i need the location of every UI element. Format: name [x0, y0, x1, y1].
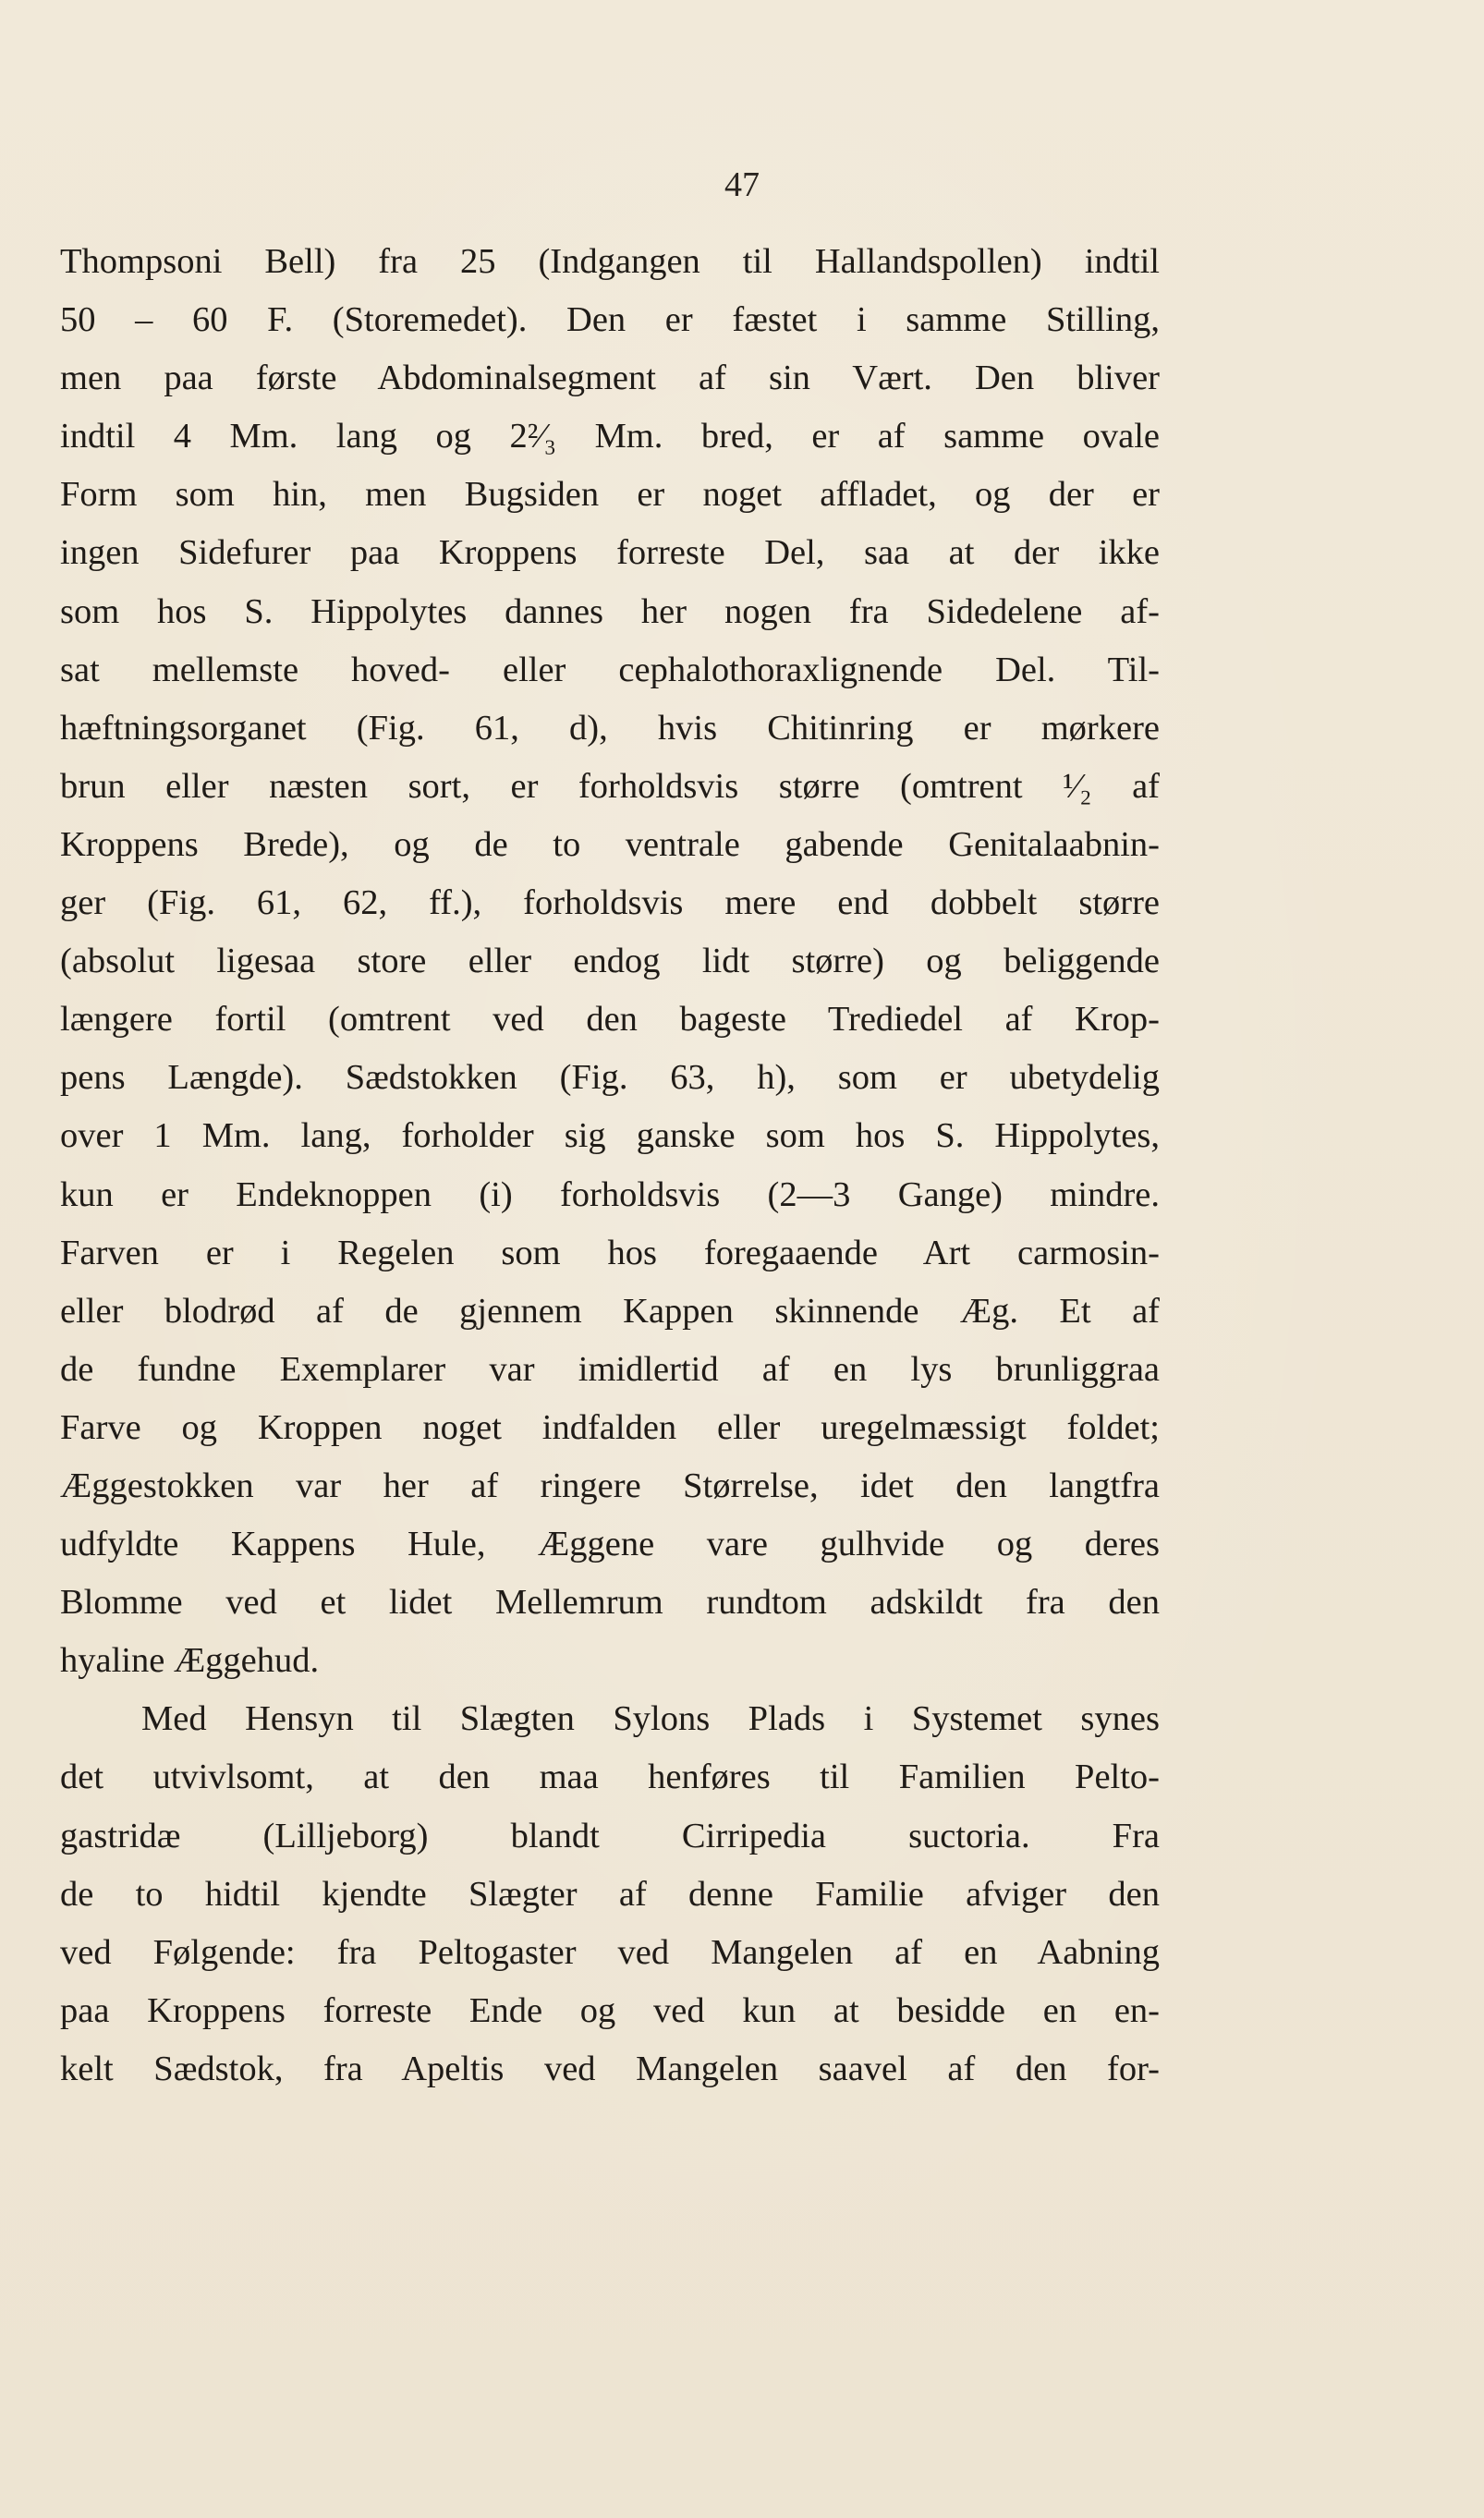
text-line: de to hidtil kjendte Slægter af denne Familie afviger den	[60, 1874, 1160, 1914]
paragraph-start-line: Med Hensyn til Slægten Sylons Plads i Systemet synes	[141, 1699, 1160, 1739]
text-line: Farven er i Regelen som hos foregaaende Art carmosin-	[60, 1233, 1160, 1272]
text-line: Blomme ved et lidet Mellemrum rundtom adskildt fra den	[60, 1583, 1160, 1623]
text-line: ger (Fig. 61, 62, ff.), forholdsvis mere end dobbelt større	[60, 883, 1160, 923]
text-line: over 1 Mm. lang, forholder sig ganske som hos S. Hippolytes,	[60, 1116, 1160, 1156]
text-line: indtil 4 Mm. lang og 2²⁄₃ Mm. bred, er af samme ovale	[60, 417, 1160, 456]
text-line: kun er Endeknoppen (i) forholdsvis (2—3 Gange) mindre.	[60, 1174, 1160, 1214]
page-number: 47	[724, 165, 760, 204]
text-line: Æggestokken var her af ringere Størrelse, idet den langtfra	[60, 1466, 1160, 1505]
text-line: Farve og Kroppen noget indfalden eller uregelmæssigt foldet;	[60, 1407, 1160, 1447]
text-line: kelt Sædstok, fra Apeltis ved Mangelen saavel af den for-	[60, 2049, 1160, 2088]
text-line: Kroppens Brede), og de to ventrale gabende Genitalaabnin-	[60, 824, 1160, 864]
text-line: 50 – 60 F. (Storemedet). Den er fæstet i samme Stilling,	[60, 300, 1160, 340]
body-text	[60, 233, 1160, 2098]
text-line: udfyldte Kappens Hule, Æggene vare gulhvide og deres	[60, 1525, 1160, 1564]
text-line: ingen Sidefurer paa Kroppens forreste Del, saa at der ikke	[60, 533, 1160, 573]
text-line: brun eller næsten sort, er forholdsvis større (omtrent ¹⁄₂ af	[60, 766, 1160, 806]
text-line: de fundne Exemplarer var imidlertid af en lys brunliggraa	[60, 1349, 1160, 1389]
text-line: Form som hin, men Bugsiden er noget affladet, og der er	[60, 475, 1160, 515]
text-line: gastridæ (Lilljeborg) blandt Cirripedia suctoria. Fra	[60, 1816, 1160, 1855]
text-line: (absolut ligesaa store eller endog lidt større) og beliggende	[60, 942, 1160, 981]
text-line: som hos S. Hippolytes dannes her nogen fra Sidedelene af-	[60, 591, 1160, 631]
text-line: ved Følgende: fra Peltogaster ved Mangelen af en Aabning	[60, 1932, 1160, 1972]
text-line: det utvivlsomt, at den maa henføres til Familien Pelto-	[60, 1758, 1160, 1797]
text-line: hæftningsorganet (Fig. 61, d), hvis Chitinring er mørkere	[60, 708, 1160, 748]
paragraph-end-line: hyaline Æggehud.	[60, 1641, 320, 1681]
text-line: længere fortil (omtrent ved den bageste Trediedel af Krop-	[60, 1000, 1160, 1040]
text-line: eller blodrød af de gjennem Kappen skinnende Æg. Et af	[60, 1291, 1160, 1331]
text-line: men paa første Abdominalsegment af sin Vært. Den bliver	[60, 359, 1160, 398]
text-line: paa Kroppens forreste Ende og ved kun at besidde en en-	[60, 1990, 1160, 2030]
text-line: pens Længde). Sædstokken (Fig. 63, h), som er ubetydelig	[60, 1058, 1160, 1098]
text-line: sat mellemste hoved- eller cephalothoraxlignende Del. Til-	[60, 650, 1160, 689]
text-line: Thompsoni Bell) fra 25 (Indgangen til Hallandspollen) indtil	[60, 242, 1160, 281]
